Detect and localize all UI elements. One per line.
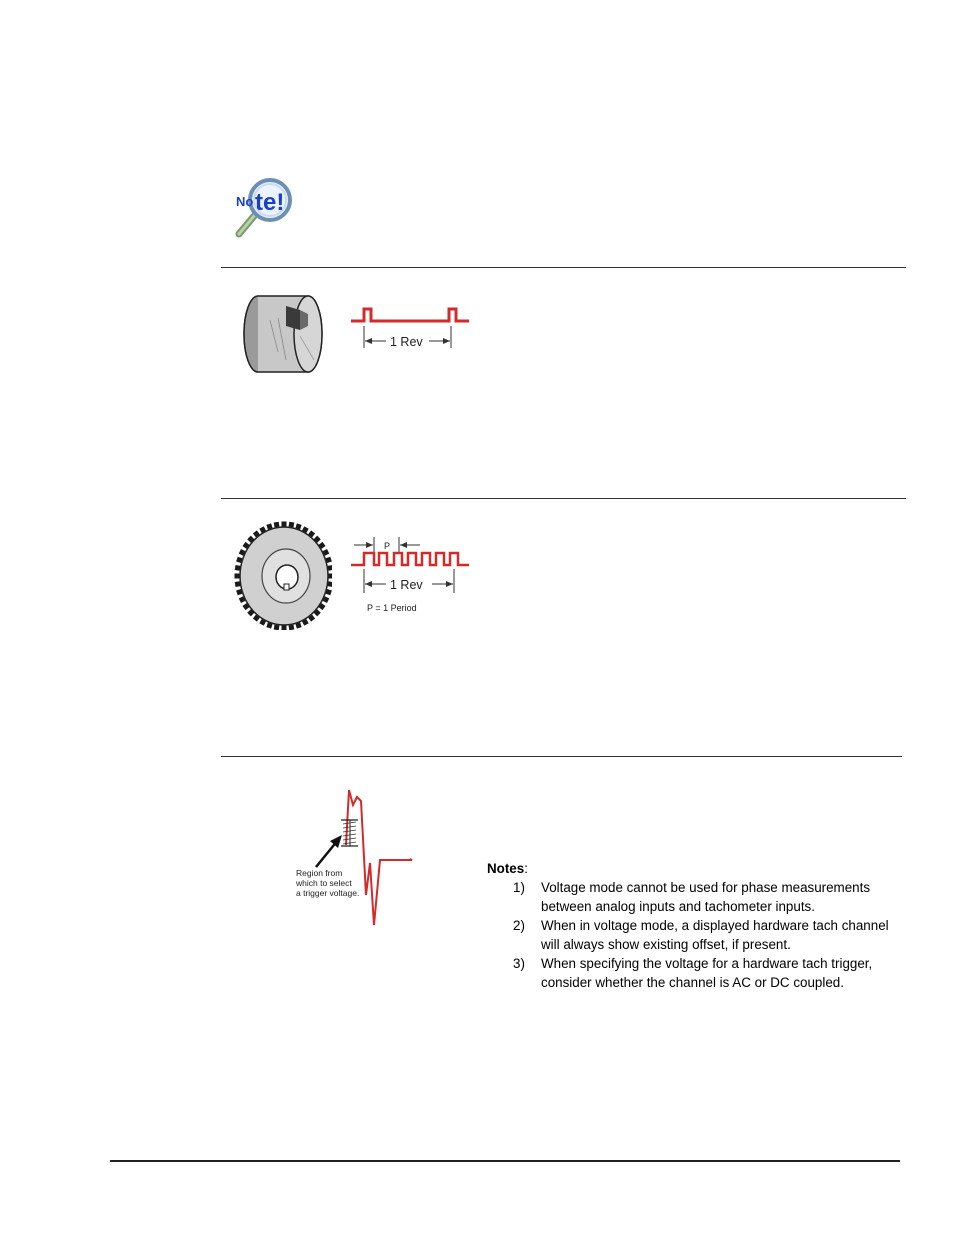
notes-list xyxy=(487,878,907,992)
one-rev-label-2: 1 Rev xyxy=(390,578,423,592)
trigger-caption-line2: which to select xyxy=(296,878,352,888)
note-number: 2) xyxy=(513,918,525,933)
note-icon-small-text: No xyxy=(236,194,254,209)
period-caption: P = 1 Period xyxy=(367,603,417,613)
multi-pulse-per-rev-diagram xyxy=(350,535,475,615)
note-item-3 xyxy=(487,954,907,992)
gear-tooth xyxy=(235,574,240,579)
trigger-caption-line3: a trigger voltage. xyxy=(296,888,360,898)
note-number: 3) xyxy=(513,956,525,971)
gear-tooth xyxy=(282,626,287,631)
note-item-1 xyxy=(487,878,907,916)
note-magnifier-icon xyxy=(232,176,304,240)
section-divider-2 xyxy=(221,498,906,499)
gear-tooth xyxy=(329,574,333,579)
notes-title-colon: : xyxy=(524,861,528,876)
note-item-2 xyxy=(487,916,907,954)
notes-title-label: Notes xyxy=(487,861,525,876)
trigger-caption-line1: Region from xyxy=(296,868,343,878)
section-divider-1 xyxy=(221,267,906,268)
notes-title xyxy=(487,859,907,878)
gear-image xyxy=(232,520,332,630)
one-rev-label: 1 Rev xyxy=(390,335,423,349)
notes-block xyxy=(487,859,907,992)
note-number: 1) xyxy=(513,880,525,895)
trigger-voltage-diagram xyxy=(290,785,415,945)
footer-rule xyxy=(110,1160,900,1162)
keyed-shaft-image xyxy=(238,290,330,376)
note-text: Voltage mode cannot be used for phase measurements between analog inputs and tachometer inputs. xyxy=(541,880,871,914)
section-divider-3 xyxy=(221,756,902,757)
one-pulse-per-rev-diagram xyxy=(350,300,472,352)
period-label: P xyxy=(384,541,391,551)
note-text: When specifying the voltage for a hardware tach trigger, consider whether the channel is AC or DC coupled. xyxy=(541,956,873,990)
note-text: When in voltage mode, a displayed hardware tach channel will always show existing offset, if present. xyxy=(541,918,889,952)
note-icon-large-text: te! xyxy=(255,189,285,216)
gear-tooth xyxy=(282,522,287,527)
